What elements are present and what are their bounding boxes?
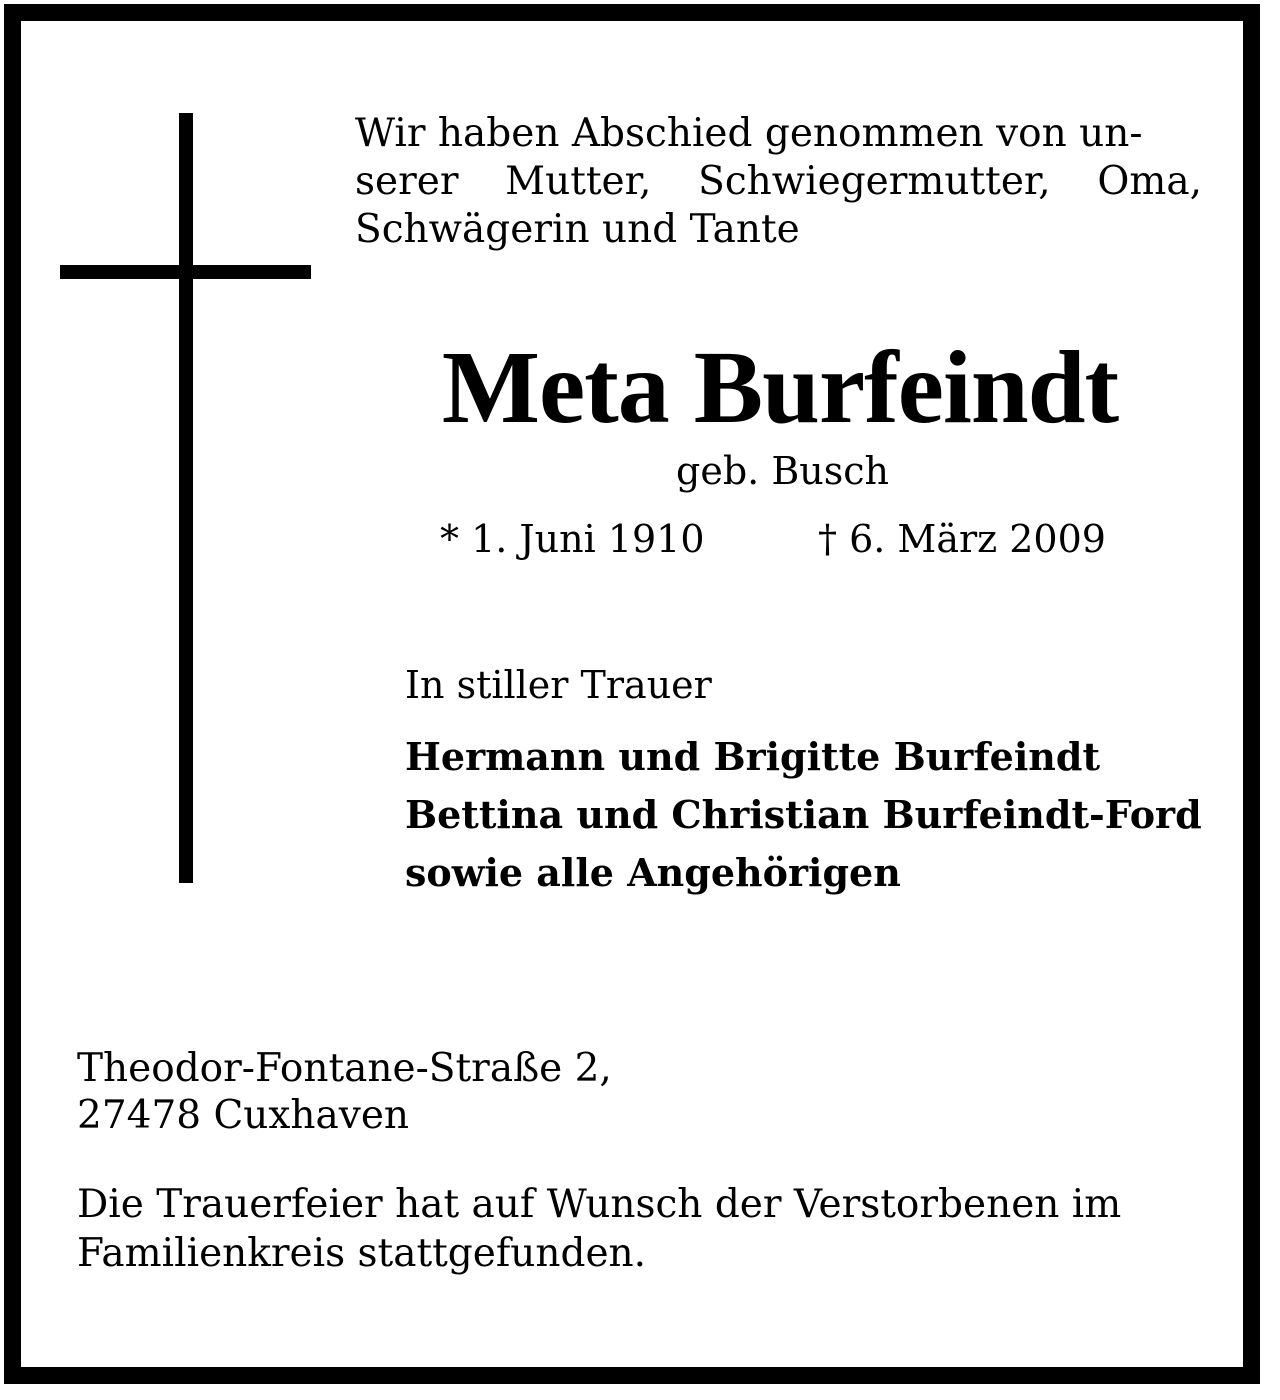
mourners-list xyxy=(405,728,1202,902)
mourning-heading: In stiller Trauer xyxy=(405,663,712,707)
address-city: 27478 Cuxhaven xyxy=(77,1093,410,1138)
intro-line-3: Schwägerin und Tante xyxy=(355,207,800,252)
intro-line-2: serer Mutter, Schwiegermutter, Oma, xyxy=(355,159,1202,204)
cross-horizontal-bar xyxy=(60,265,311,279)
mourner-line: sowie alle Angehörigen xyxy=(405,850,901,895)
death-date: † 6. März 2009 xyxy=(818,517,1106,561)
deceased-name: Meta Burfeindt xyxy=(441,330,1119,445)
mourner-line: Bettina und Christian Burfeindt-Ford xyxy=(405,792,1202,837)
intro-text xyxy=(355,110,1202,254)
funeral-note xyxy=(77,1180,1202,1278)
birth-date: * 1. Juni 1910 xyxy=(440,517,705,561)
note-line-2: Familienkreis stattgefunden. xyxy=(77,1231,647,1276)
address-block xyxy=(77,1045,612,1139)
mourner-line: Hermann und Brigitte Burfeindt xyxy=(405,734,1101,779)
intro-line-1: Wir haben Abschied genommen von un- xyxy=(355,111,1143,156)
address-street: Theodor-Fontane-Straße 2, xyxy=(77,1046,612,1091)
maiden-name: geb. Busch xyxy=(676,449,889,493)
cross-vertical-bar xyxy=(179,113,193,883)
note-line-1: Die Trauerfeier hat auf Wunsch der Verstorbenen im xyxy=(77,1182,1122,1227)
